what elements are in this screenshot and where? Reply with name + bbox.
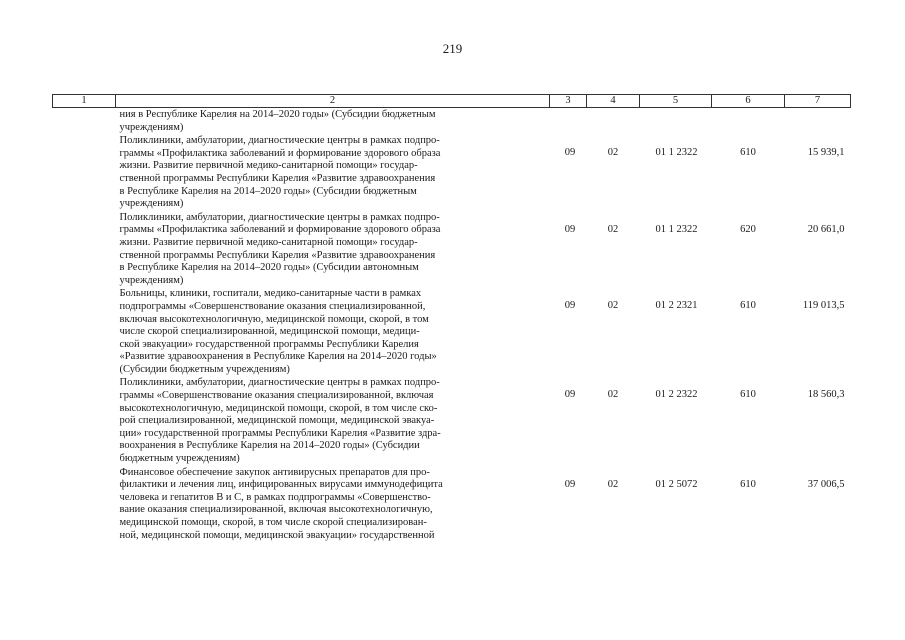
subsection-code: 02 (607, 389, 619, 401)
header-col-2: 2 (116, 95, 550, 108)
table-row (53, 134, 851, 211)
target-article-code: 01 1 2322 (655, 223, 698, 235)
description-line: вание оказания специализированной, включая высокотехнологичную, (119, 504, 433, 516)
description-line: ной, медицинской помощи, медицинской эвакуации» государственной (119, 529, 435, 541)
header-col-1: 1 (53, 95, 116, 108)
description-line: ния в Республике Карелия на 2014–2020 годы» (Субсидии бюджетным (119, 109, 436, 120)
description-line: ции» государственной программы Республики Карелия «Развитие здра- (119, 427, 441, 439)
description-line: числе скорой специализированной, медицинской помощи, медици- (119, 326, 420, 338)
row-description (53, 287, 550, 376)
subsection-code: 02 (607, 300, 619, 312)
amount-value: 15 939,1 (807, 147, 845, 159)
page-number: 219 (442, 41, 463, 56)
table-row (53, 287, 851, 376)
section-code: 09 (564, 147, 576, 159)
description-line: ственной программы Республики Карелия «Развитие здравоохранения (119, 249, 436, 261)
description-line: рой специализированной, медицинской помощи, медицинской эвакуа- (119, 415, 435, 427)
description-line: (Субсидии бюджетным учреждениям) (119, 363, 290, 375)
description-line: граммы «Совершенствование оказания специализированной, включая (119, 390, 434, 402)
target-article-code: 01 2 2321 (655, 300, 698, 312)
header-col-7: 7 (785, 95, 851, 108)
description-line: филактики и лечения лиц, инфицированных вирусами иммунодефицита (119, 479, 443, 491)
target-article-code: 01 2 5072 (655, 478, 698, 490)
section-code: 09 (564, 478, 576, 490)
row-description (53, 211, 550, 288)
budget-table (52, 94, 851, 542)
description-line: жизни. Развитие первичной медико-санитарной помощи» государ- (119, 236, 418, 248)
description-line: Поликлиники, амбулатории, диагностические центры в рамках подпро- (119, 377, 440, 389)
description-line: Поликлиники, амбулатории, диагностические центры в рамках подпро- (119, 135, 440, 147)
expense-type-code: 620 (740, 223, 756, 235)
description-line: ственной программы Республики Карелия «Развитие здравоохранения (119, 172, 436, 184)
description-line: Больницы, клиники, госпитали, медико-санитарные части в рамках (119, 288, 422, 300)
description-line: человека и гепатитов В и С, в рамках подпрограммы «Совершенство- (119, 491, 431, 503)
column-number-header (53, 95, 851, 108)
description-line: ской эвакуации» государственной программы Республики Карелия (119, 338, 419, 350)
row-description (53, 134, 550, 211)
description-line: воохранения в Республике Карелия на 2014–2020 годы» (Субсидии (119, 440, 420, 452)
description-line: в Республике Карелия на 2014–2020 годы» (Субсидии бюджетным (119, 185, 417, 197)
expense-type-code: 610 (740, 389, 756, 401)
description-line: граммы «Профилактика заболеваний и формирование здорового образа (119, 147, 441, 159)
expense-type-code: 610 (740, 478, 756, 490)
description-line: высокотехнологичную, медицинской помощи, скорой, в том числе ско- (119, 402, 438, 414)
row-description (53, 376, 550, 465)
subsection-code: 02 (607, 478, 619, 490)
section-code: 09 (564, 223, 576, 235)
subsection-code: 02 (607, 147, 619, 159)
subsection-code: 02 (607, 223, 619, 235)
header-col-4: 4 (587, 95, 640, 108)
expense-type-code: 610 (740, 300, 756, 312)
header-col-5: 5 (640, 95, 712, 108)
description-line: учреждениям) (119, 198, 184, 210)
description-line: подпрограммы «Совершенствование оказания специализированной, (119, 300, 426, 312)
description-line: медицинской помощи, скорой, в том числе скорой специализирован- (119, 517, 427, 528)
description-line: жизни. Развитие первичной медико-санитарной помощи» государ- (119, 160, 418, 172)
amount-value: 119 013,5 (802, 300, 845, 312)
table-row (53, 211, 851, 288)
description-line: «Развитие здравоохранения в Республике Карелия на 2014–2020 годы» (119, 351, 437, 363)
row-description (53, 466, 550, 543)
description-line: в Республике Карелия на 2014–2020 годы» (Субсидии автономным (119, 262, 419, 274)
amount-value: 20 661,0 (807, 223, 845, 235)
header-col-6: 6 (712, 95, 785, 108)
section-code: 09 (564, 389, 576, 401)
amount-value: 18 560,3 (807, 389, 845, 401)
expense-type-code: 610 (740, 147, 756, 159)
description-line: учреждениям) (119, 274, 184, 286)
header-col-3: 3 (550, 95, 587, 108)
continuation-description (53, 108, 550, 135)
description-line: включая высокотехнологичную, медицинской помощи, скорой, в том (119, 313, 429, 325)
description-line: Финансовое обеспечение закупок антивирусных препаратов для про- (119, 466, 430, 478)
description-line: учреждениям) (119, 121, 184, 133)
continuation-row (53, 108, 851, 135)
description-line: граммы «Профилактика заболеваний и формирование здорового образа (119, 224, 441, 236)
section-code: 09 (564, 300, 576, 312)
description-line: бюджетным учреждениям) (119, 453, 240, 465)
table-row (53, 376, 851, 465)
table-body (53, 108, 851, 543)
description-line: Поликлиники, амбулатории, диагностические центры в рамках подпро- (119, 211, 440, 223)
target-article-code: 01 2 2322 (655, 389, 698, 401)
table-row (53, 466, 851, 543)
amount-value: 37 006,5 (807, 478, 845, 490)
target-article-code: 01 1 2322 (655, 147, 698, 159)
